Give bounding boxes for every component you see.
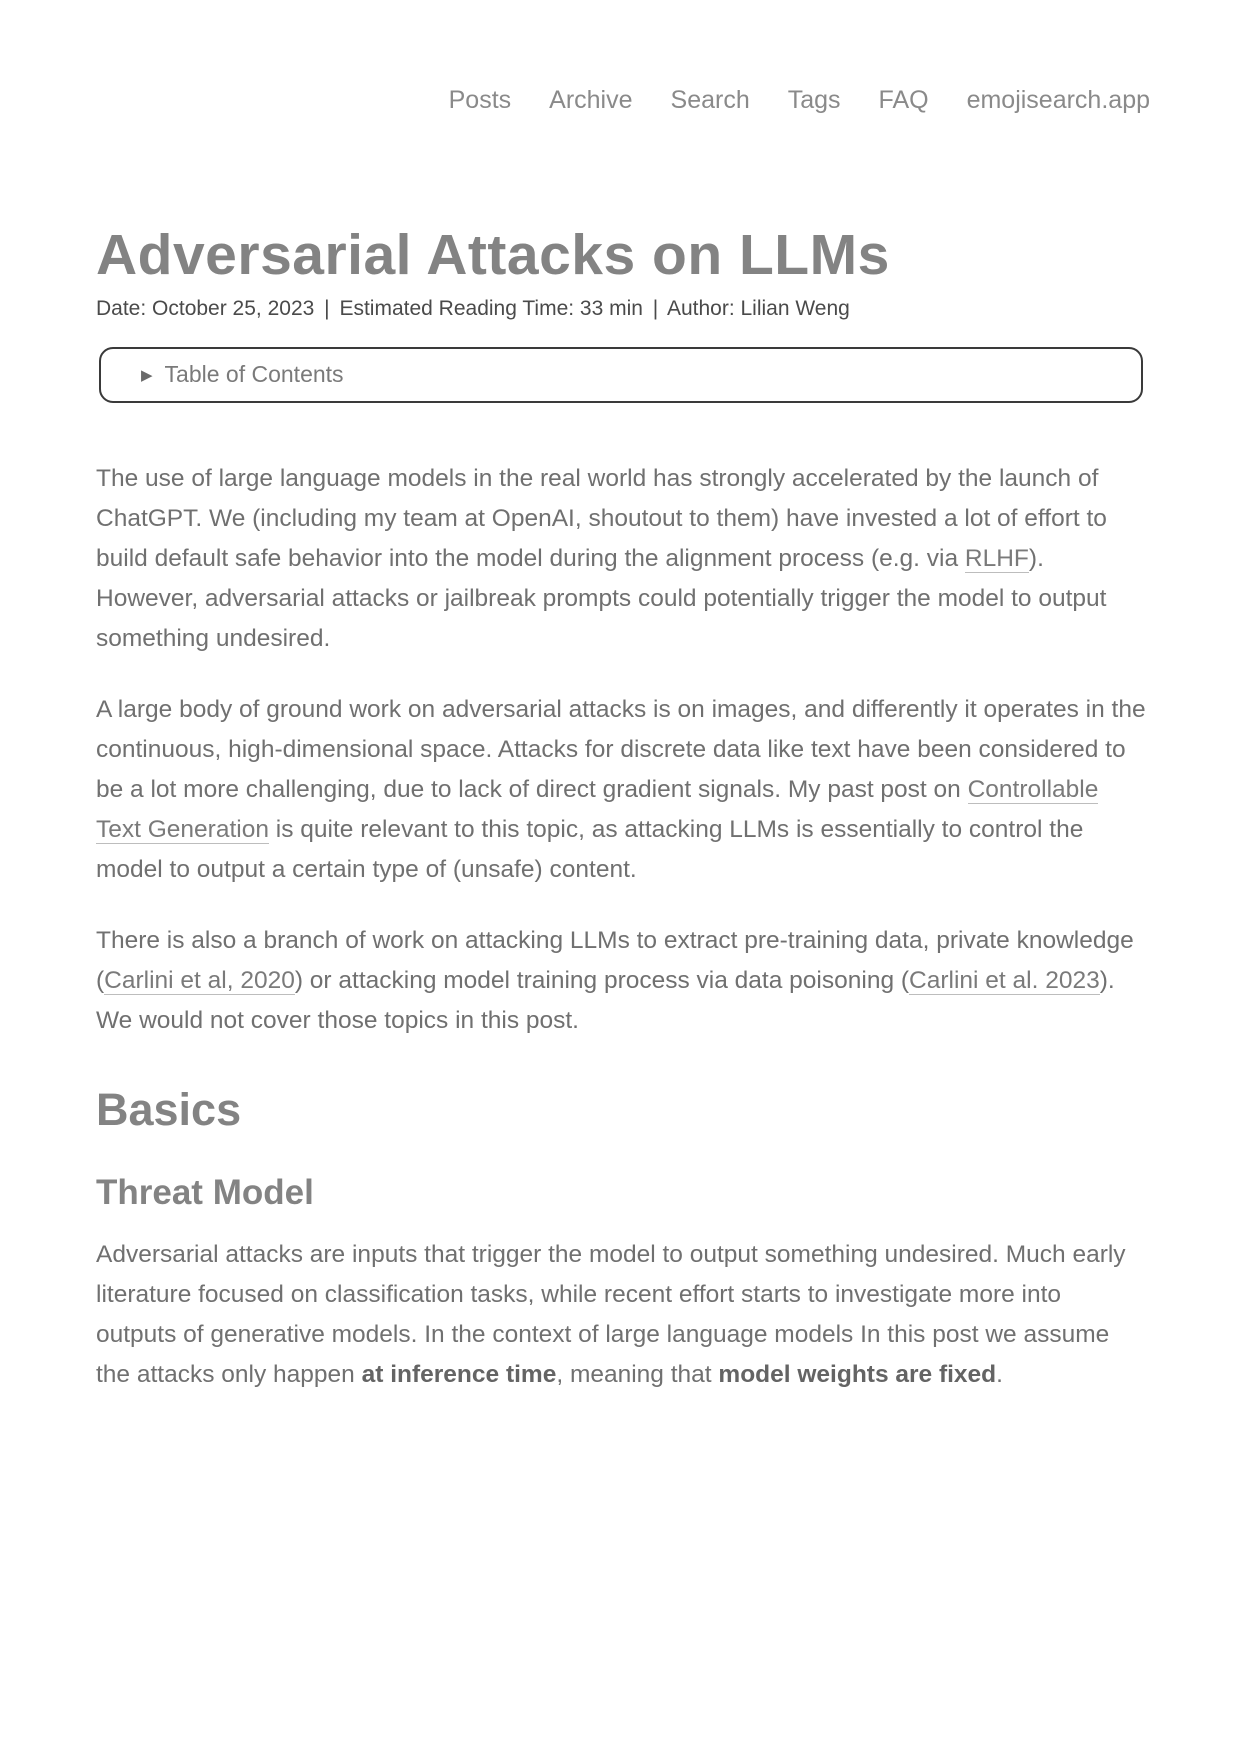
article [96,224,1146,1426]
disclosure-triangle-icon: ▶ [141,366,153,384]
link-controllable-text-generation[interactable]: Controllable Text Generation [96,775,1099,843]
paragraph-text: ). We would not cover those topics in this post. [96,966,1115,1034]
table-of-contents-toggle[interactable] [99,347,1143,403]
paragraph-threat-model [96,1235,1146,1395]
bold-model-weights-fixed: model weights are fixed [718,1360,997,1388]
nav-archive[interactable]: Archive [549,86,633,114]
paragraph-text: , meaning that [556,1360,719,1388]
post-content [96,459,1146,1395]
top-nav [449,86,1150,115]
subsection-heading-threat-model: Threat Model [96,1173,314,1213]
toc-label: Table of Contents [164,361,344,388]
paragraph-text: is quite relevant to this topic, as attacking LLMs is essentially to control the model to output a certain type of (unsafe) content. [96,815,1084,883]
paragraph-text: . [996,1360,1003,1388]
nav-emojisearch[interactable]: emojisearch.app [966,86,1150,114]
link-carlini-2023[interactable]: Carlini et al. 2023 [909,966,1100,994]
post-author: Author: Lilian Weng [666,296,850,320]
nav-posts[interactable]: Posts [448,86,512,114]
post-reading-time: Estimated Reading Time: 33 min [339,296,643,320]
paragraph-intro [96,459,1146,659]
nav-faq[interactable]: FAQ [878,86,929,114]
paragraph-text: The use of large language models in the real world has strongly accelerated by the launch of ChatGPT. We (including my team at OpenAI, shoutout to them) have invested a lot of effort to build default safe behavior into the model during the alignment process (e.g. via [96,464,1107,572]
section-heading-basics: Basics [96,1083,242,1135]
post-meta [96,297,1146,321]
paragraph-text: ). However, adversarial attacks or jailbreak prompts could potentially trigger the model to output something undesired. [96,544,1107,652]
meta-separator: | [324,296,330,320]
page-title: Adversarial Attacks on LLMs [96,223,890,287]
bold-inference-time: at inference time [361,1360,557,1388]
paragraph-text: There is also a branch of work on attacking LLMs to extract pre-training data, private knowledge ( [96,926,1134,994]
paragraph-text: Adversarial attacks are inputs that trigger the model to output something undesired. Much early literature focused on classification tasks, while recent effort starts to investigate more into outputs of generative models. In the context of large language models In this post we assume the attacks only happen [96,1240,1126,1388]
paragraph-groundwork [96,690,1146,890]
link-rlhf[interactable]: RLHF [964,544,1029,572]
post-date: Date: October 25, 2023 [96,296,315,320]
nav-tags[interactable]: Tags [787,86,841,114]
nav-search[interactable]: Search [670,86,750,114]
link-carlini-2020[interactable]: Carlini et al, 2020 [104,966,295,994]
paragraph-other-branch [96,921,1146,1041]
paragraph-text: A large body of ground work on adversarial attacks is on images, and differently it operates in the continuous, high-dimensional space. Attacks for discrete data like text have been considered to be a lot more challenging, due to lack of direct gradient signals. My past post on [96,695,1146,803]
paragraph-text: ) or attacking model training process via data poisoning ( [294,966,910,994]
meta-separator: | [652,296,659,320]
